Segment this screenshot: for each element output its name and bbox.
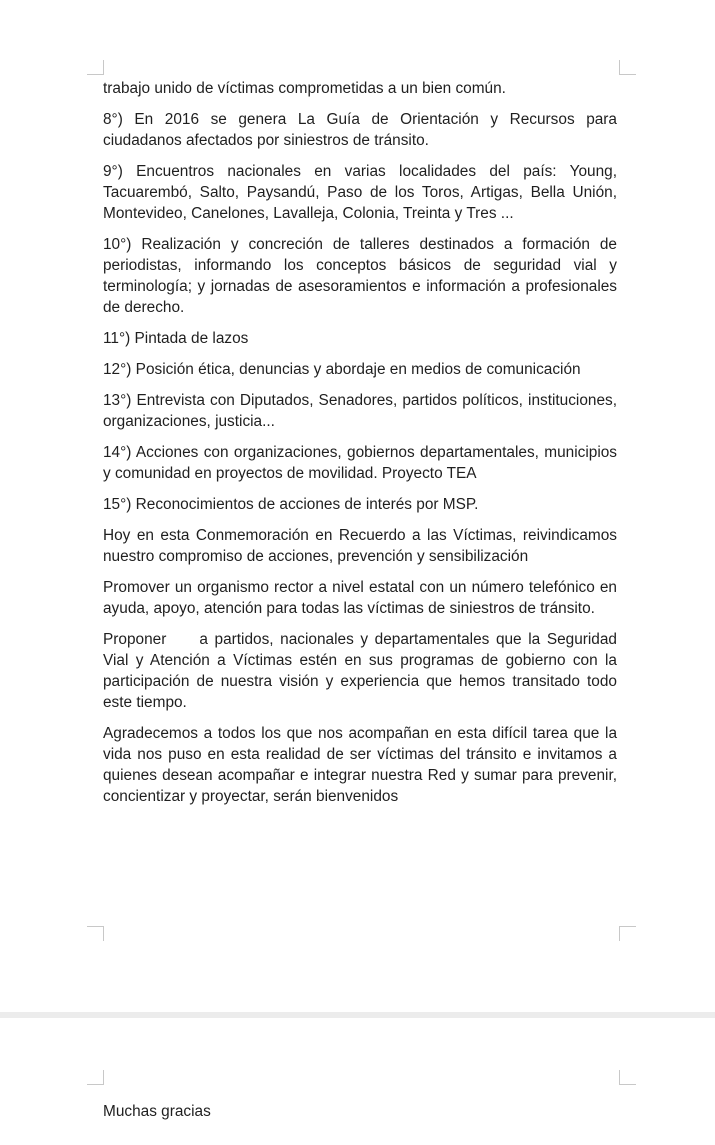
paragraph-item-14: 14°) Acciones con organizaciones, gobiernos departamentales, municipios y comunidad en proyectos de movilidad. Proyecto TEA: [103, 444, 617, 482]
paragraph-item-15: 15°) Reconocimientos de acciones de interés por MSP.: [103, 496, 479, 513]
margin-corner-top-left: [87, 60, 104, 75]
closing-text: Muchas gracias: [103, 1103, 211, 1120]
paragraph-item-8: 8°) En 2016 se genera La Guía de Orientación y Recursos para ciudadanos afectados por siniestros de tránsito.: [103, 111, 617, 149]
paragraph-item-10: 10°) Realización y concreción de talleres destinados a formación de periodistas, informando los conceptos básicos de seguridad vial y terminología; y jornadas de asesoramientos e información a profesionales de derecho.: [103, 236, 617, 316]
margin-corner-top-left: [87, 1070, 104, 1085]
margin-corner-top-right: [619, 60, 636, 75]
paragraph-item-13: 13°) Entrevista con Diputados, Senadores, partidos políticos, instituciones, organizaciones, justicia...: [103, 392, 617, 430]
paragraph-continuation: trabajo unido de víctimas comprometidas a un bien común.: [103, 80, 506, 97]
margin-corner-top-right: [619, 1070, 636, 1085]
paragraph-item-11: 11°) Pintada de lazos: [103, 330, 249, 347]
margin-corner-bottom-left: [87, 926, 104, 941]
page-2-body: [103, 1101, 617, 1122]
margin-corner-bottom-right: [619, 926, 636, 941]
paragraph-thanks: Agradecemos a todos los que nos acompañan en esta difícil tarea que la vida nos puso en esta realidad de ser víctimas del tránsito e invitamos a quienes desean acompañar e integrar nuestra Red y sumar para prevenir, concientizar y proyectar, serán bienvenidos: [103, 725, 617, 805]
paragraph-commemoration: Hoy en esta Conmemoración en Recuerdo a las Víctimas, reivindicamos nuestro compromiso de acciones, prevención y sensibilización: [103, 527, 617, 565]
page-1-body: [103, 78, 622, 817]
document-page-2: [0, 1018, 715, 1145]
paragraph-promote: Promover un organismo rector a nivel estatal con un número telefónico en ayuda, apoyo, atención para todas las víctimas de siniestros de tránsito.: [103, 579, 617, 617]
paragraph-propose: Proponer a partidos, nacionales y departamentales que la Seguridad Vial y Atención a Víctimas estén en sus programas de gobierno con la participación de nuestra visión y experiencia que hemos transitado todo este tiempo.: [103, 631, 622, 711]
paragraph-item-12: 12°) Posición ética, denuncias y abordaje en medios de comunicación: [103, 361, 581, 378]
paragraph-item-9: 9°) Encuentros nacionales en varias localidades del país: Young, Tacuarembó, Salto, Paysandú, Paso de los Toros, Artigas, Bella Unión, Montevideo, Canelones, Lavalleja, Colonia, Treinta y Tres ...: [103, 163, 617, 222]
